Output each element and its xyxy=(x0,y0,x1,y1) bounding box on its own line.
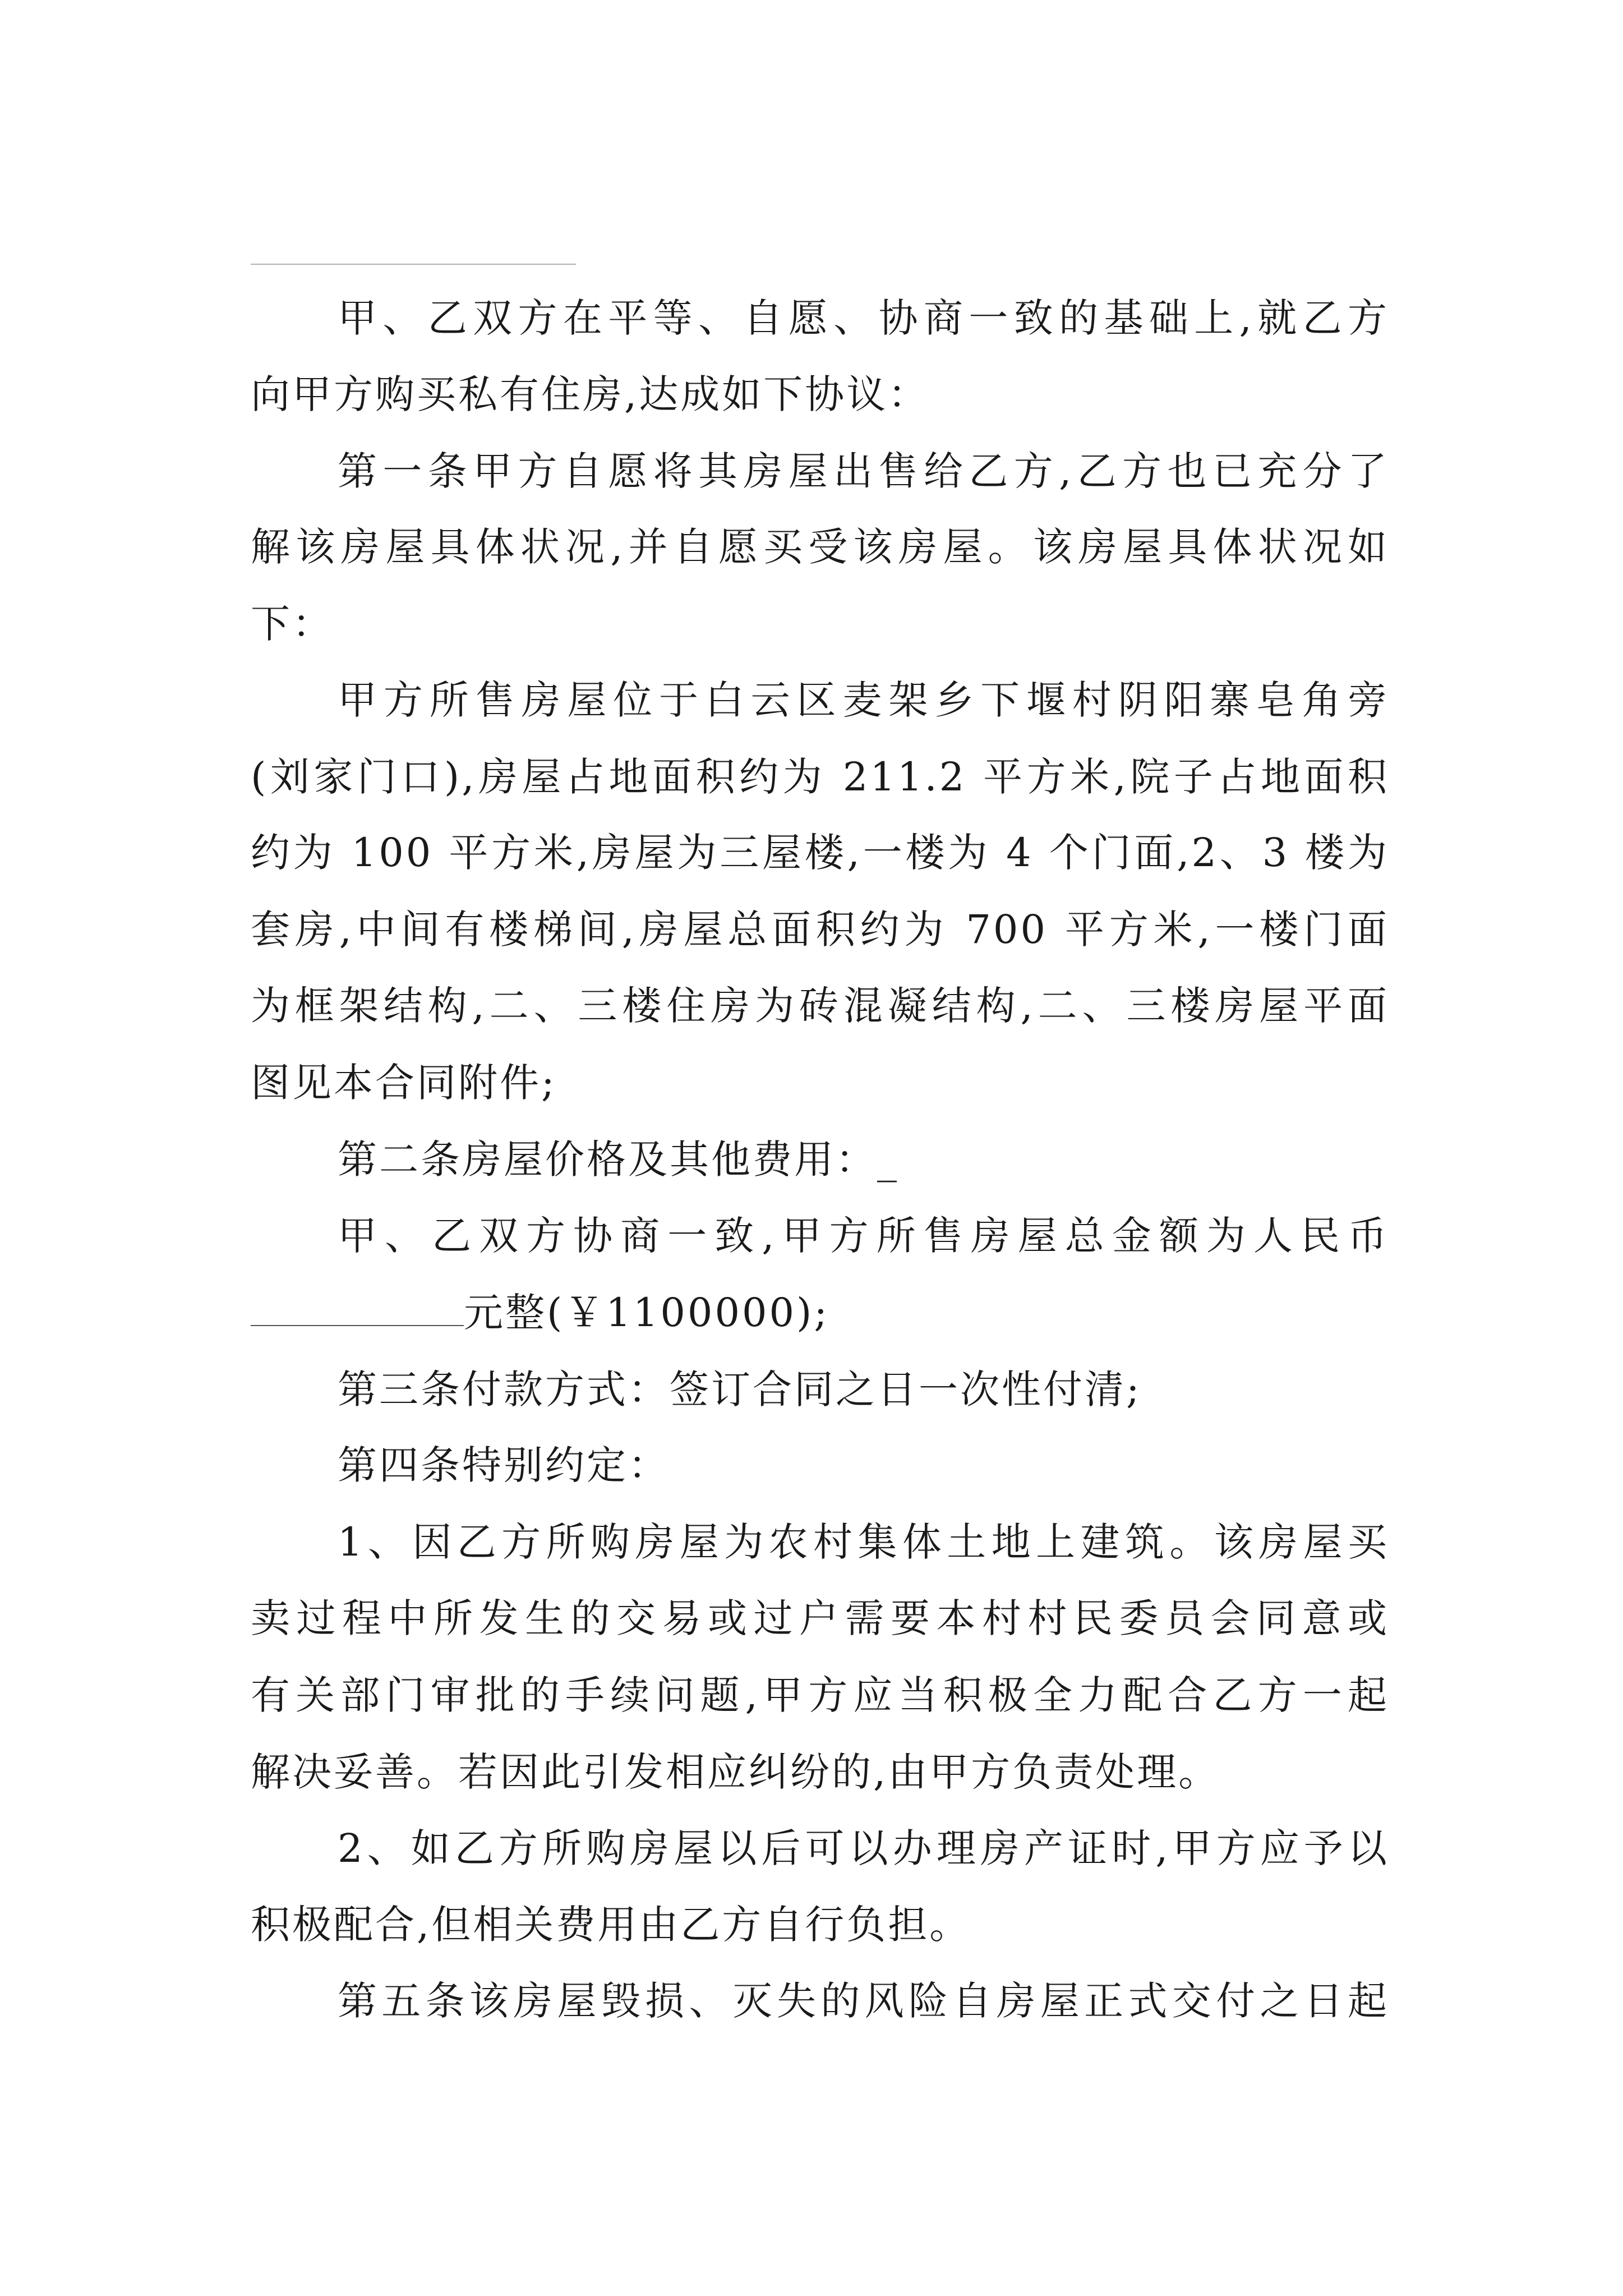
text-line: 解该房屋具体状况,并自愿买受该房屋。该房屋具体状况如 xyxy=(251,524,1389,570)
text-line: 约为 100 平方米,房屋为三屋楼,一楼为 4 个门面,2、3 楼为 xyxy=(251,830,1389,876)
text-line: 有关部门审批的手续问题,甲方应当积极全力配合乙方一起 xyxy=(251,1672,1389,1718)
text-line: 下： xyxy=(251,601,334,647)
text-line: 为框架结构,二、三楼住房为砖混凝结构,二、三楼房屋平面 xyxy=(251,983,1389,1029)
price-blank xyxy=(251,1291,464,1326)
text-line: 第一条甲方自愿将其房屋出售给乙方,乙方也已充分了 xyxy=(338,448,1389,494)
text-line: 2、如乙方所购房屋以后可以办理房产证时,甲方应予以 xyxy=(338,1825,1389,1871)
text-line: 图见本合同附件; xyxy=(251,1060,557,1106)
price-line xyxy=(251,1287,1389,1338)
text-line: 第二条房屋价格及其他费用：_ xyxy=(338,1137,899,1182)
text-line: 套房,中间有楼梯间,房屋总面积约为 700 平方米,一楼门面 xyxy=(251,907,1389,953)
text-line: 卖过程中所发生的交易或过户需要本村村民委员会同意或 xyxy=(251,1595,1389,1641)
text-line: 积极配合,但相关费用由乙方自行负担。 xyxy=(251,1902,971,1948)
text-line: 第五条该房屋毁损、灭失的风险自房屋正式交付之日起 xyxy=(338,1978,1389,2024)
text-line: 向甲方购买私有住房,达成如下协议： xyxy=(251,371,930,417)
text-line: (刘家门口),房屋占地面积约为 211.2 平方米,院子占地面积 xyxy=(251,754,1389,800)
text-line: 解决妥善。若因此引发相应纠纷的,由甲方负责处理。 xyxy=(251,1749,1220,1795)
text-line: 元整(￥1100000); xyxy=(464,1290,829,1336)
text-line: 第四条特别约定： xyxy=(338,1442,670,1488)
text-line: 甲、乙双方协商一致,甲方所售房屋总金额为人民币 xyxy=(338,1213,1389,1259)
text-line: 甲、乙双方在平等、自愿、协商一致的基础上,就乙方 xyxy=(338,295,1389,341)
text-line: 甲方所售房屋位于白云区麦架乡下堰村阴阳寨皂角旁 xyxy=(338,677,1389,723)
text-line: 第三条付款方式：签订合同之日一次性付清; xyxy=(338,1366,1142,1412)
header-rule xyxy=(251,264,576,265)
text-line: 1、因乙方所购房屋为农村集体土地上建筑。该房屋买 xyxy=(338,1519,1389,1565)
